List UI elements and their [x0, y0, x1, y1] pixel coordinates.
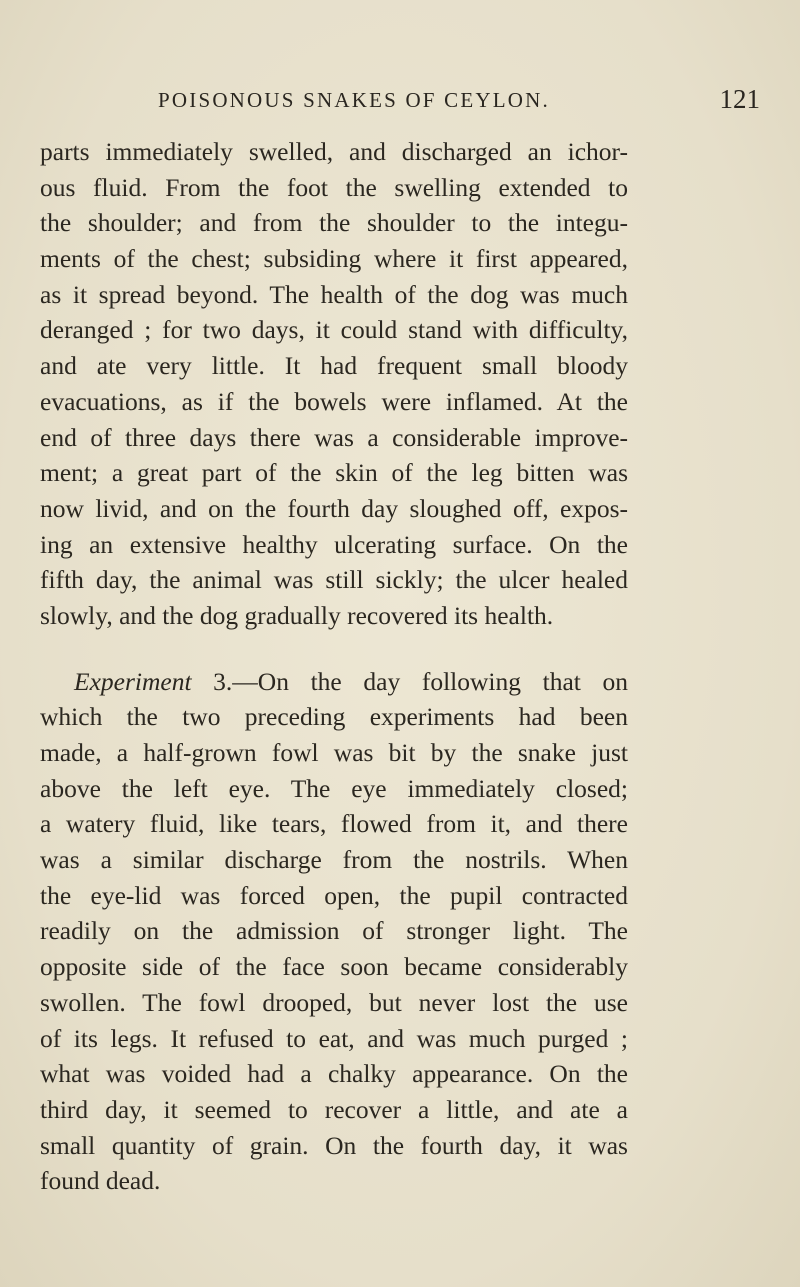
- text-line: end of three days there was a considerable improve-: [40, 422, 628, 452]
- text-line: ous fluid. From the foot the swelling extended to: [40, 172, 628, 202]
- text-line: made, a half-grown fowl was bit by the snake just: [40, 738, 628, 767]
- page-number: 121: [719, 84, 760, 114]
- text-line-lead: [40, 664, 628, 700]
- text-line: opposite side of the face soon became considerably: [40, 952, 628, 982]
- paragraph-gap: [40, 634, 628, 664]
- text-line: and ate very little. It had frequent small bloody: [40, 351, 628, 381]
- text-line: the shoulder; and from the shoulder to the integu-: [40, 208, 628, 238]
- text-line: which the two preceding experiments had been: [40, 702, 628, 732]
- running-head: POISONOUS SNAKES OF CEYLON.: [158, 88, 550, 112]
- text-line: evacuations, as if the bowels were inflamed. At the: [40, 386, 628, 416]
- text-line: found dead.: [40, 1166, 161, 1196]
- text-line: the eye-lid was forced open, the pupil contracted: [40, 880, 628, 910]
- text-line: parts immediately swelled, and discharged an ichor-: [40, 137, 628, 166]
- text-line: swollen. The fowl drooped, but never lost the use: [40, 987, 628, 1017]
- text-line: third day, it seemed to recover a little, and ate a: [40, 1094, 628, 1124]
- text-line: slowly, and the dog gradually recovered its health.: [40, 600, 554, 630]
- text-line: readily on the admission of stronger light. The: [40, 916, 628, 946]
- page-header: [40, 84, 760, 124]
- text-line: what was voided had a chalky appearance. On the: [40, 1059, 628, 1089]
- text-line: was a similar discharge from the nostrils. When: [40, 845, 628, 875]
- text-line: deranged ; for two days, it could stand with difficulty,: [40, 315, 628, 345]
- text-line: fifth day, the animal was still sickly; the ulcer healed: [40, 565, 628, 595]
- text-line: ment; a great part of the skin of the leg bitten was: [40, 458, 628, 488]
- experiment-lead-text: 3.—On the day following that on: [191, 666, 628, 696]
- text-line: small quantity of grain. On the fourth day, it was: [40, 1130, 628, 1160]
- paragraph-experiment-3: [40, 664, 628, 1199]
- text-line: as it spread beyond. The health of the dog was much: [40, 279, 628, 309]
- text-line: a watery fluid, like tears, flowed from it, and there: [40, 809, 628, 839]
- text-line: of its legs. It refused to eat, and was much purged ;: [40, 1023, 628, 1053]
- text-line: now livid, and on the fourth day sloughed off, expos-: [40, 493, 628, 523]
- text-line: ments of the chest; subsiding where it first appeared,: [40, 244, 628, 274]
- experiment-heading: Experiment: [74, 666, 192, 696]
- text-line: ing an extensive healthy ulcerating surface. On the: [40, 529, 628, 559]
- paragraph-dog-observations: [40, 134, 628, 634]
- text-line: above the left eye. The eye immediately closed;: [40, 773, 628, 803]
- body-text: [40, 134, 628, 1199]
